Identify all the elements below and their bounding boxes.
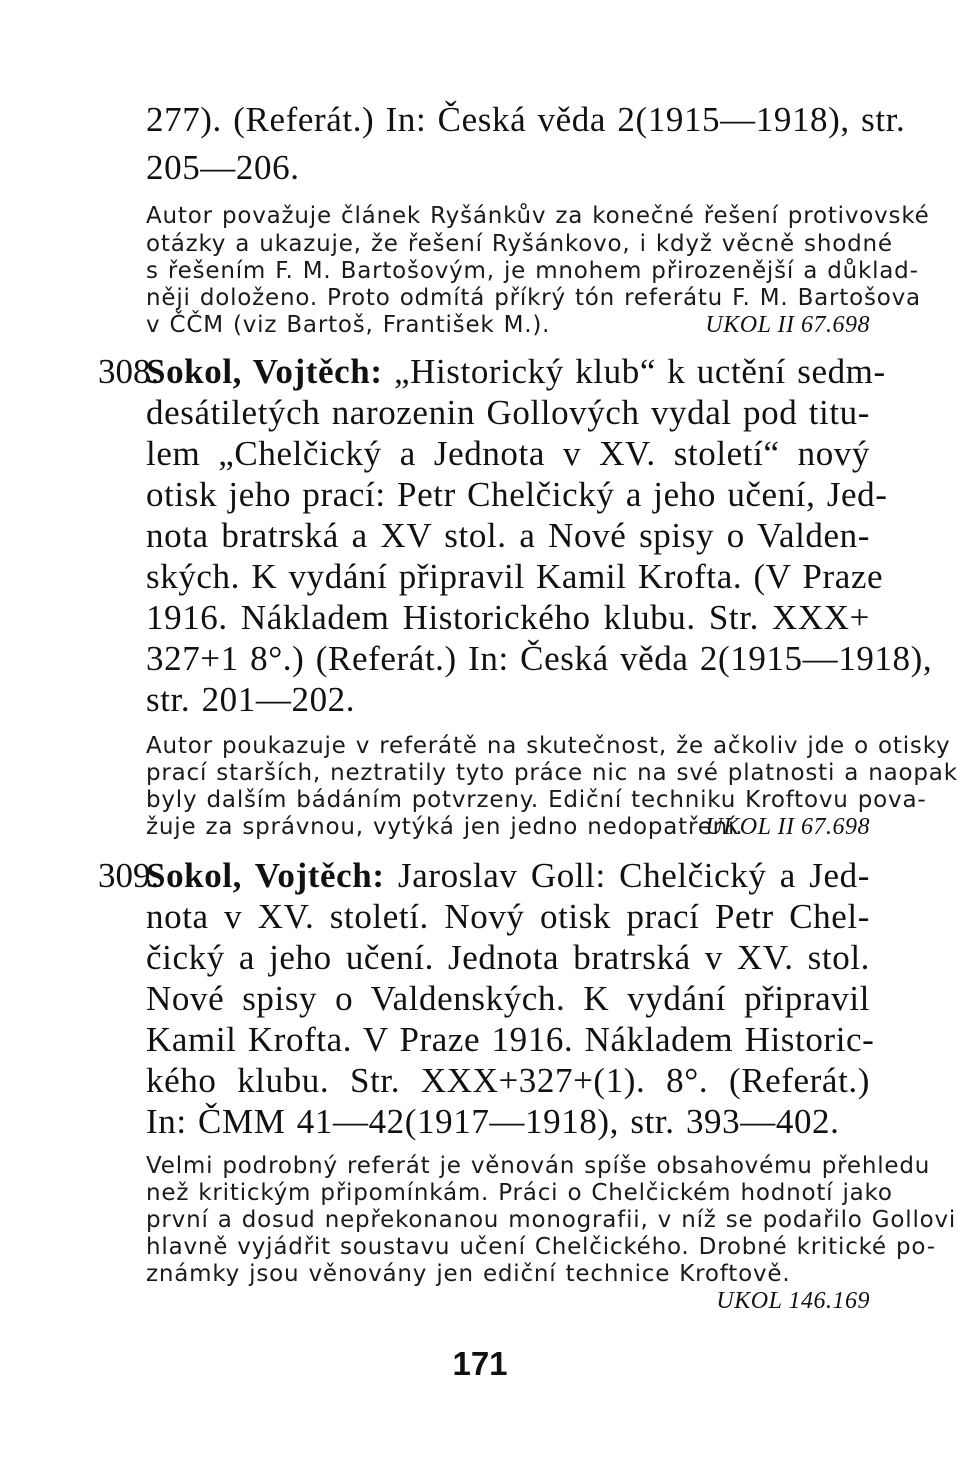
abstract-line: otázky a ukazuje, že řešení Ryšánkovo, i když věcně shodné bbox=[146, 231, 893, 257]
abstract-line: Autor poukazuje v referátě na skutečnost, že ačkoliv jde o otisky bbox=[146, 733, 951, 759]
continuation-line: 277). (Referát.) In: Česká věda 2(1915—1918), str. bbox=[146, 100, 906, 139]
entry-line: otisk jeho prací: Petr Chelčický a jeho učení, Jed- bbox=[146, 475, 888, 514]
entry-number: 308. bbox=[98, 352, 160, 391]
signature: UKOL II 67.698 bbox=[705, 814, 870, 840]
entry-first-line bbox=[146, 856, 870, 896]
entry-line: 327+1 8°.) (Referát.) In: Česká věda 2(1915—1918), bbox=[146, 639, 933, 678]
entry-line: kého klubu. Str. XXX+327+(1). 8°. (Referát.) bbox=[146, 1061, 870, 1100]
continuation-line: 205—206. bbox=[146, 148, 300, 187]
abstract-line: Autor považuje článek Ryšánkův za konečné řešení protivovské bbox=[146, 203, 930, 229]
entry-line: ských. K vydání připravil Kamil Krofta. (V Praze bbox=[146, 557, 884, 596]
signature: UKOL 146.169 bbox=[716, 1288, 870, 1314]
abstract-line: s řešením F. M. Bartošovým, je mnohem přirozenější a důklad- bbox=[146, 258, 919, 284]
abstract-line: v ČČM (viz Bartoš, František M.). bbox=[146, 312, 551, 338]
entry-author: Sokol, Vojtěch: bbox=[146, 856, 385, 895]
abstract-line: něji doloženo. Proto odmítá příkrý tón referátu F. M. Bartošova bbox=[146, 285, 921, 311]
signature: UKOL II 67.698 bbox=[705, 312, 870, 338]
entry-line: Nové spisy o Valdenských. K vydání připravil bbox=[146, 979, 870, 1018]
abstract-line: známky jsou věnovány jen ediční technice Kroftově. bbox=[146, 1261, 791, 1287]
abstract-line: byly dalším bádáním potvrzeny. Ediční techniku Kroftovu pova- bbox=[146, 787, 927, 813]
entry-line: nota v XV. století. Nový otisk prací Petr Chel- bbox=[146, 897, 870, 936]
entry-title-start: „Historický klub“ k uctění sedm- bbox=[393, 352, 886, 391]
abstract-line: první a dosud nepřekonanou monografii, v níž se podařilo Gollovi bbox=[146, 1207, 957, 1233]
abstract-line: Velmi podrobný referát je věnován spíše obsahovému přehledu bbox=[146, 1153, 931, 1179]
entry-line: str. 201—202. bbox=[146, 680, 356, 719]
entry-line: lem „Chelčický a Jednota v XV. století“ nový bbox=[146, 434, 870, 473]
entry-line: Kamil Krofta. V Praze 1916. Nákladem Historic- bbox=[146, 1020, 875, 1059]
entry-line: nota bratrská a XV stol. a Nové spisy o Valden- bbox=[146, 516, 870, 555]
abstract-line: žuje za správnou, vytýká jen jedno nedopatření. bbox=[146, 814, 744, 840]
abstract-line: prací starších, neztratily tyto práce nic na své platnosti a naopak bbox=[146, 760, 958, 786]
entry-number: 309. bbox=[98, 856, 160, 895]
entry-author: Sokol, Vojtěch: bbox=[146, 352, 383, 391]
entry-line: čický a jeho učení. Jednota bratrská v XV. stol. bbox=[146, 938, 870, 977]
entry-line: desátiletých narozenin Gollových vydal pod titu- bbox=[146, 393, 871, 432]
abstract-line: než kritickým připomínkám. Práci o Chelčickém hodnotí jako bbox=[146, 1180, 893, 1206]
page-number: 171 bbox=[452, 1345, 508, 1382]
entry-first-line bbox=[146, 352, 886, 392]
entry-line: 1916. Nákladem Historického klubu. Str. XXX+ bbox=[146, 598, 870, 637]
abstract-line: hlavně vyjádřit soustavu učení Chelčického. Drobné kritické po- bbox=[146, 1234, 936, 1260]
entry-line: In: ČMM 41—42(1917—1918), str. 393—402. bbox=[146, 1102, 840, 1141]
entry-title-start: Jaroslav Goll: Chelčický a Jed- bbox=[397, 856, 871, 895]
